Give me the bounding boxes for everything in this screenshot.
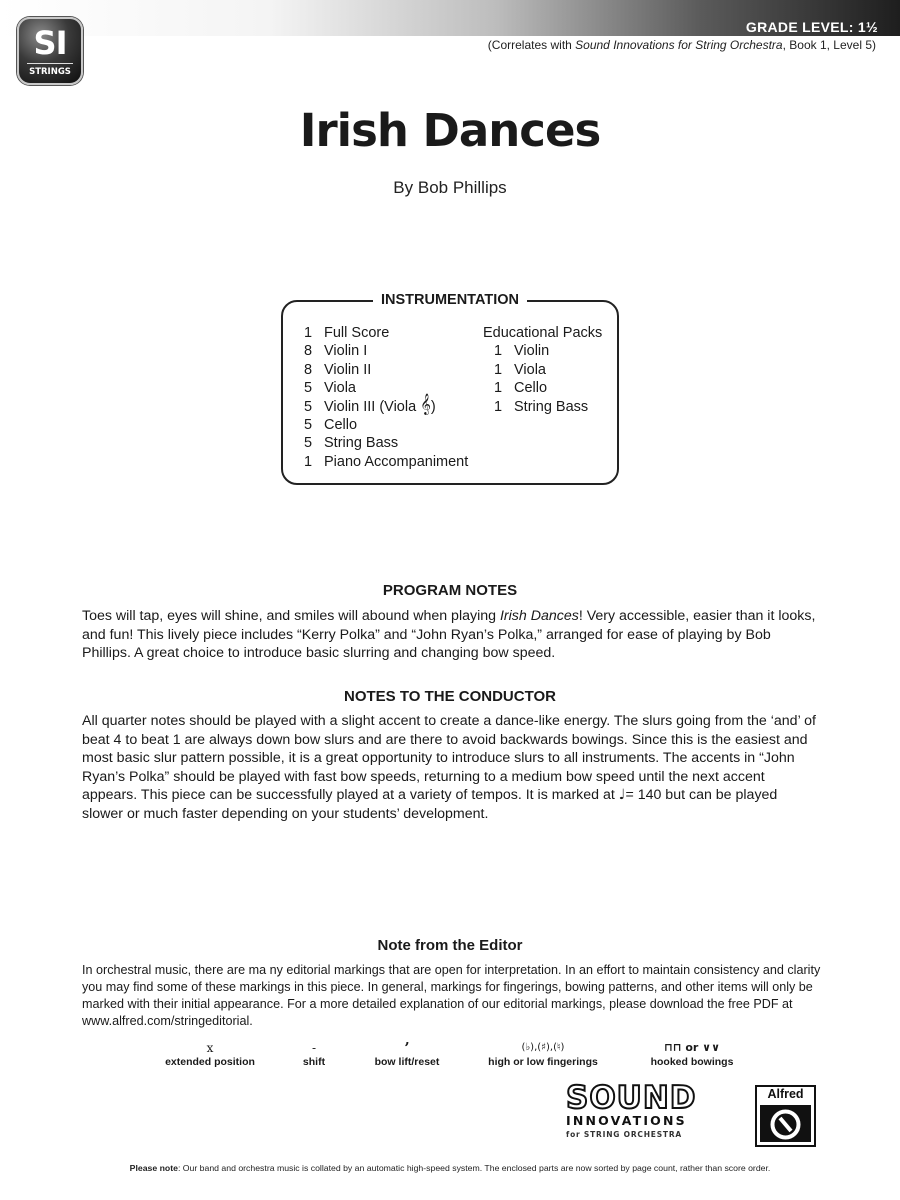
list-item <box>304 342 468 360</box>
marking-label: bow lift/reset <box>374 1056 440 1068</box>
bow-lift-symbol: ’ <box>404 1039 410 1057</box>
marking-label: shift <box>302 1056 326 1068</box>
si-logo-sub: STRINGS <box>29 67 71 77</box>
list-item <box>304 393 468 416</box>
part-qty: 5 <box>304 380 313 397</box>
pack-name: String Bass <box>514 398 589 415</box>
program-notes-piece-title: Irish Dances <box>499 608 579 624</box>
list-item <box>304 379 468 397</box>
pack-qty: 1 <box>494 380 503 397</box>
footer-note <box>0 1163 900 1173</box>
part-name: String Bass <box>324 435 399 452</box>
part-name: Cello <box>324 417 358 434</box>
correlates-suffix: , Book 1, Level 5) <box>782 38 876 52</box>
si-logo-mark: SI <box>33 24 67 62</box>
pack-qty: 1 <box>494 343 503 360</box>
pack-qty: 1 <box>494 398 503 415</box>
part-qty: 8 <box>304 361 313 378</box>
conductor-notes-text <box>82 712 822 823</box>
footer-text: : Our band and orchestra music is collated by an automatic high-speed system. The enclosed parts are now sorted by page count, rather than score order. <box>177 1163 771 1173</box>
conductor-notes-text-b: = 140 but can be played slower or much faster depending on your students’ development. <box>82 787 778 822</box>
tagline: for STRING ORCHESTRA <box>566 1130 683 1139</box>
correlates-note <box>488 38 876 52</box>
sound-innovations-logo <box>566 1080 724 1149</box>
pack-name: Cello <box>514 380 548 397</box>
page-title: Irish Dances <box>299 104 601 157</box>
marking-item <box>476 1040 610 1068</box>
si-logo-divider <box>27 63 73 64</box>
pack-name: Violin <box>514 343 550 360</box>
pack-qty: 1 <box>494 361 503 378</box>
program-notes-text-b: ! Very accessible, easier than it looks, and fun! This lively piece includes “Kerry Polka” and “John Ryan’s Polka,” arranged for ease of playing by Bob Phillips. A great choice to introduce basic slurring and changing bow speed. <box>82 608 816 661</box>
quarter-note-icon: ♩ <box>618 787 626 803</box>
list-item <box>304 324 468 342</box>
marking-item <box>289 1040 339 1068</box>
part-name: Violin III (Viola <box>324 398 421 415</box>
alfred-name: Alfred <box>767 1087 804 1101</box>
parts-list <box>304 324 468 471</box>
marking-item <box>640 1040 744 1068</box>
list-item <box>304 453 468 471</box>
grade-level: GRADE LEVEL: 1½ <box>745 19 878 35</box>
instrumentation-heading <box>0 291 900 309</box>
editor-note-text: In orchestral music, there are ma ny editorial markings that are open for interpretation. In an effort to maintain consistency and clarity you may find some of these markings in this piece. In general, markings for fingerings, bowing patterns, and other items will only be marked with their initial appearance. For a more detailed explanation of our editorial markings, please download the free PDF at www.alfred.com/stringeditorial. <box>82 963 821 1028</box>
part-qty: 1 <box>304 453 313 470</box>
educational-packs-list <box>483 324 602 416</box>
instrumentation-heading-text: INSTRUMENTATION <box>373 292 527 308</box>
treble-clef-icon: 𝄞 <box>420 393 431 415</box>
footer-please-note: Please note <box>129 1163 178 1173</box>
alfred-emblem-icon <box>760 1105 811 1142</box>
extended-position-symbol: x <box>206 1041 214 1055</box>
marking-label: extended position <box>165 1056 255 1068</box>
part-qty: 8 <box>304 343 313 360</box>
part-name: Piano Accompaniment <box>324 453 469 470</box>
markings-legend <box>0 1040 900 1072</box>
conductor-notes-text-a: All quarter notes should be played with a slight accent to create a dance-like energy. The slurs going from the ‘and’ of beat 4 to beat 1 are always down bow slurs and are there to avoid backwards bowings. Since this is the easiest and most basic slur pattern possible, it is a great opportunity to introduce slurs to all instruments. The accents in “John Ryan’s Polka” should be played with fast bow speeds, returning to a medium bow speed until the next accent appears. This piece can be successfully played at a variety of tempos. It is marked at <box>82 713 816 803</box>
sound-word: SOUND <box>566 1080 697 1116</box>
program-notes-heading: PROGRAM NOTES <box>382 582 518 599</box>
accidentals-symbol: (♭),(♯),(♮) <box>521 1042 565 1053</box>
innovations-word: INNOVATIONS <box>566 1113 687 1128</box>
program-notes-text-a: Toes will tap, eyes will shine, and smiles will abound when playing <box>82 608 500 624</box>
list-item <box>304 416 468 434</box>
list-item <box>494 398 602 416</box>
marking-item <box>362 1040 452 1068</box>
educational-packs-heading: Educational Packs <box>483 325 603 341</box>
marking-label: high or low fingerings <box>488 1056 598 1068</box>
list-item <box>494 342 602 360</box>
part-name: Violin II <box>324 361 372 378</box>
program-notes-text <box>82 607 822 663</box>
shift-symbol: - <box>311 1041 317 1055</box>
alfred-logo <box>755 1085 816 1147</box>
list-item <box>494 379 602 397</box>
part-name-suffix: ) <box>430 398 436 415</box>
list-item <box>494 361 602 379</box>
correlates-title: Sound Innovations for String Orchestra <box>575 38 783 52</box>
part-name: Viola <box>324 380 356 397</box>
correlates-prefix: (Correlates with <box>487 38 576 52</box>
marking-item <box>155 1040 265 1068</box>
hooked-bowings-symbol: ⊓⊓ or ∨∨ <box>663 1041 720 1054</box>
conductor-notes-heading: NOTES TO THE CONDUCTOR <box>344 688 556 705</box>
part-name: Violin I <box>324 343 368 360</box>
part-qty: 5 <box>304 398 313 415</box>
part-qty: 5 <box>304 417 313 434</box>
marking-label: hooked bowings <box>650 1056 734 1068</box>
si-strings-logo <box>17 17 83 85</box>
part-qty: 1 <box>304 325 313 341</box>
part-name: Full Score <box>324 325 390 341</box>
pack-name: Viola <box>514 361 546 378</box>
part-qty: 5 <box>304 435 313 452</box>
editor-note-heading: Note from the Editor <box>377 937 523 954</box>
list-item <box>304 361 468 379</box>
composer-credit: By Bob Phillips <box>393 178 507 197</box>
list-item <box>304 434 468 452</box>
